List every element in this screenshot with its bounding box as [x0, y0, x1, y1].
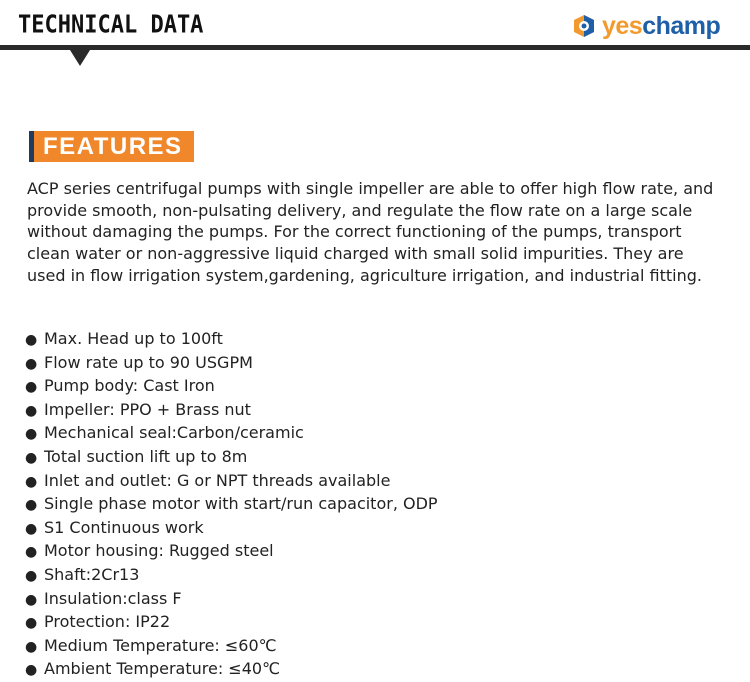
bullet-icon: ●: [25, 544, 38, 561]
feature-text: Mechanical seal:Carbon/ceramic: [44, 423, 304, 443]
bullet-icon: ●: [25, 473, 38, 490]
bullet-icon: ●: [25, 355, 38, 372]
bullet-icon: ●: [25, 332, 38, 348]
feature-item: [25, 422, 438, 446]
feature-text: Total suction lift up to 8m: [44, 446, 248, 466]
feature-item: [25, 446, 438, 470]
feature-item: [25, 493, 438, 517]
feature-text: Protection: IP22: [44, 612, 171, 632]
feature-item: [25, 635, 438, 659]
bullet-icon: ●: [25, 615, 38, 632]
brand-name-yes: yes: [602, 12, 643, 40]
brand-name-champ: champ: [642, 12, 721, 40]
bullet-icon: ●: [25, 520, 38, 537]
bullet-icon: ●: [25, 497, 38, 514]
feature-item: [25, 399, 438, 423]
bullet-icon: ●: [25, 662, 38, 679]
feature-text: Max. Head up to 100ft: [44, 329, 223, 348]
bullet-icon: ●: [25, 449, 38, 466]
feature-text: Inlet and outlet: G or NPT threads available: [44, 470, 391, 490]
features-intro: ACP series centrifugal pumps with single impeller are able to offer high flow rate, and provide smooth, non-pulsating delivery, and regulate the flow rate on a large scale without damaging the pumps. For the correct functioning of the pumps, transport clean water or non-aggressive liquid charged with small solid impurities. They are used in flow irrigation system,gardening, agriculture irrigation, and industrial fitting.: [27, 179, 714, 285]
feature-item: [25, 328, 438, 352]
brand-name: [602, 13, 720, 39]
bullet-icon: ●: [25, 567, 38, 584]
feature-item: [25, 658, 438, 682]
header-rule: [0, 45, 750, 50]
feature-text: S1 Continuous work: [44, 517, 204, 537]
feature-text: Insulation:class F: [44, 588, 182, 608]
feature-text: Impeller: PPO + Brass nut: [44, 399, 251, 419]
feature-text: Motor housing: Rugged steel: [44, 541, 274, 561]
feature-text: Shaft:2Cr13: [44, 564, 140, 584]
feature-item: [25, 517, 438, 541]
brand-logo: [572, 13, 720, 39]
feature-text: Ambient Temperature: ≤40℃: [44, 659, 281, 679]
feature-text: Flow rate up to 90 USGPM: [44, 352, 253, 372]
feature-text: Single phase motor with start/run capacitor, ODP: [44, 494, 438, 514]
bullet-icon: ●: [25, 591, 38, 608]
header-arrow-icon: [70, 50, 90, 66]
bullet-icon: ●: [25, 638, 38, 655]
feature-item: [25, 375, 438, 399]
feature-item: [25, 540, 438, 564]
feature-item: [25, 611, 438, 635]
feature-text: Medium Temperature: ≤60℃: [44, 635, 277, 655]
feature-item: [25, 352, 438, 376]
features-badge: [29, 131, 194, 162]
feature-item: [25, 588, 438, 612]
bullet-icon: ●: [25, 379, 38, 396]
bullet-icon: ●: [25, 426, 38, 443]
feature-item: [25, 564, 438, 588]
feature-item: [25, 470, 438, 494]
badge-stripe: [29, 131, 34, 162]
yeschamp-logo-icon: [572, 14, 596, 38]
header-title: TECHNICAL DATA: [18, 11, 204, 39]
features-title: FEATURES: [43, 133, 183, 160]
feature-list: [25, 328, 438, 682]
bullet-icon: ●: [25, 402, 38, 419]
feature-text: Pump body: Cast Iron: [44, 376, 215, 396]
